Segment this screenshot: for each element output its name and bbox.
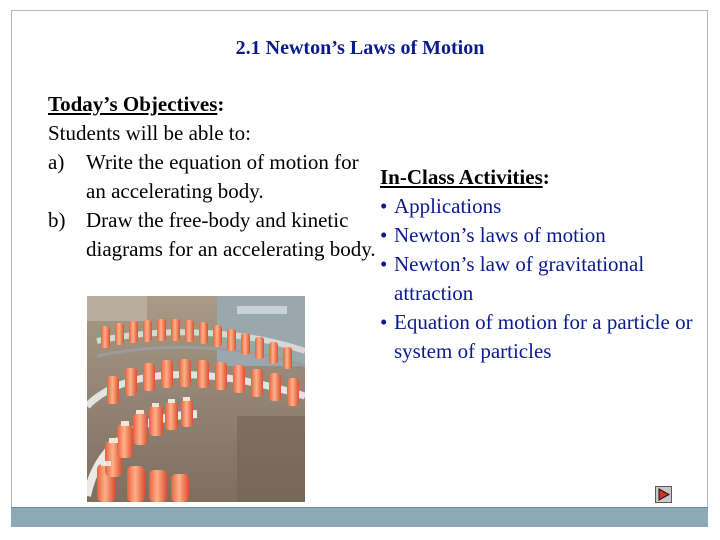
slide-bottom-bar <box>11 507 708 527</box>
activities-heading: In-Class Activities: <box>380 165 550 189</box>
activity-text: Equation of motion for a particle or system of particles <box>394 310 693 363</box>
next-slide-button[interactable] <box>655 486 672 503</box>
activity-item <box>380 250 700 308</box>
objective-item-a <box>48 148 378 206</box>
activity-text: Applications <box>394 194 502 218</box>
objectives-block <box>48 90 378 264</box>
bullet-icon: • <box>380 252 388 276</box>
slide-title: 2.1 Newton’s Laws of Motion <box>235 37 485 59</box>
activity-item <box>380 192 700 221</box>
activity-text: Newton’s law of gravitational attraction <box>394 252 645 305</box>
objective-marker: b) <box>48 208 66 232</box>
bullet-icon: • <box>380 194 388 218</box>
bullet-icon: • <box>380 310 388 334</box>
activity-item <box>380 308 700 366</box>
objective-text: Write the equation of motion for an accelerating body. <box>86 150 359 203</box>
bottling-conveyor-photo <box>87 296 305 502</box>
bullet-icon: • <box>380 223 388 247</box>
activity-text: Newton’s laws of motion <box>394 223 606 247</box>
objectives-intro: Students will be able to: <box>48 121 251 145</box>
objective-text: Draw the free-body and kinetic diagrams for an accelerating body. <box>86 208 376 261</box>
objective-marker: a) <box>48 150 65 174</box>
objective-item-b <box>48 206 378 264</box>
activities-block <box>380 163 700 366</box>
next-slide-icon <box>656 487 671 502</box>
activity-item <box>380 221 700 250</box>
objectives-heading: Today’s Objectives: <box>48 92 225 116</box>
